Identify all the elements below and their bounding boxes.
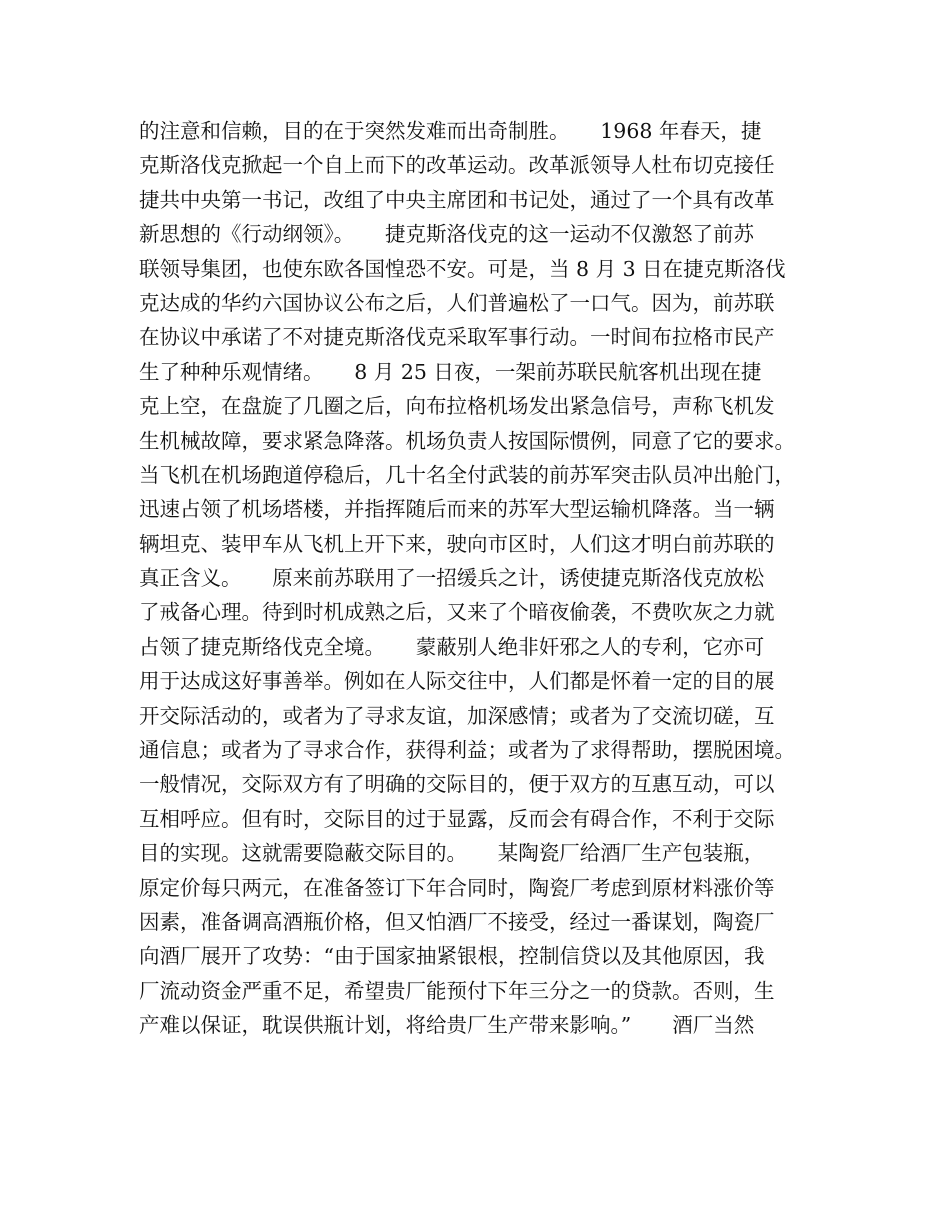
text-line: 因素，准备调高酒瓶价格，但又怕酒厂不接受，经过一番谋划，陶瓷厂 — [139, 909, 775, 934]
text-line: 真正含义。 原来前苏联用了一招缓兵之计，诱使捷克斯洛伐克放松 — [139, 566, 765, 591]
text-line: 克上空，在盘旋了几圈之后，向布拉格机场发出紧急信号，声称飞机发 — [139, 394, 775, 419]
text-line: 捷共中央第一书记，改组了中央主席团和书记处，通过了一个具有改革 — [139, 187, 775, 212]
text-line: 一般情况，交际双方有了明确的交际目的，便于双方的互惠互动，可以 — [139, 772, 775, 797]
text-line: 辆坦克、装甲车从飞机上开下来，驶向市区时，人们这才明白前苏联的 — [139, 531, 775, 556]
text-line: 目的实现。这就需要隐蔽交际目的。 某陶瓷厂给酒厂生产包装瓶， — [139, 841, 765, 866]
text-line: 克达成的华约六国协议公布之后，人们普遍松了一口气。因为，前苏联 — [139, 290, 775, 315]
text-line: 克斯洛伐克掀起一个自上而下的改革运动。改革派领导人杜布切克接任 — [139, 153, 775, 178]
text-line: 在协议中承诺了不对捷克斯洛伐克采取军事行动。一时间布拉格市民产 — [139, 325, 775, 350]
text-line: 开交际活动的，或者为了寻求友谊，加深感情；或者为了交流切磋，互 — [139, 703, 775, 728]
text-line: 当飞机在机场跑道停稳后，几十名全付武装的前苏军突击队员冲出舱门， — [139, 462, 795, 487]
text-line: 原定价每只两元，在准备签订下年合同时，陶瓷厂考虑到原材料涨价等 — [139, 875, 775, 900]
text-line: 占领了捷克斯络伐克全境。 蒙蔽别人绝非奸邪之人的专利，它亦可 — [139, 634, 765, 659]
text-line: 向酒厂展开了攻势：“由于国家抽紧银根，控制信贷以及其他原因，我 — [139, 944, 765, 969]
text-line: 产难以保证，耽误供瓶计划，将给贵厂生产带来影响。” 酒厂当然 — [139, 1013, 755, 1038]
text-line: 了戒备心理。待到时机成熟之后，又来了个暗夜偷袭，不费吹灰之力就 — [139, 600, 775, 625]
text-line: 通信息；或者为了寻求合作，获得利益；或者为了求得帮助，摆脱困境。 — [139, 738, 795, 763]
text-line: 生了种种乐观情绪。 8 月 25 日夜，一架前苏联民航客机出现在捷 — [139, 359, 762, 384]
text-line: 互相呼应。但有时，交际目的过于显露，反而会有碍合作，不利于交际 — [139, 806, 775, 831]
text-line: 联领导集团，也使东欧各国惶恐不安。可是，当 8 月 3 日在捷克斯洛伐 — [139, 256, 786, 281]
body-text — [139, 114, 829, 1043]
text-line: 的注意和信赖，目的在于突然发难而出奇制胜。 1968 年春天，捷 — [139, 119, 762, 143]
text-line: 新思想的《行动纲领》。 捷克斯洛伐克的这一运动不仅激怒了前苏 — [139, 222, 754, 247]
text-line: 迅速占领了机场塔楼，并指挥随后而来的苏军大型运输机降落。当一辆 — [139, 497, 775, 522]
text-line: 生机械故障，要求紧急降落。机场负责人按国际惯例，同意了它的要求。 — [139, 428, 795, 453]
text-line: 用于达成这好事善举。例如在人际交往中，人们都是怀着一定的目的展 — [139, 669, 775, 694]
text-line: 厂流动资金严重不足，希望贵厂能预付下年三分之一的贷款。否则，生 — [139, 978, 775, 1003]
